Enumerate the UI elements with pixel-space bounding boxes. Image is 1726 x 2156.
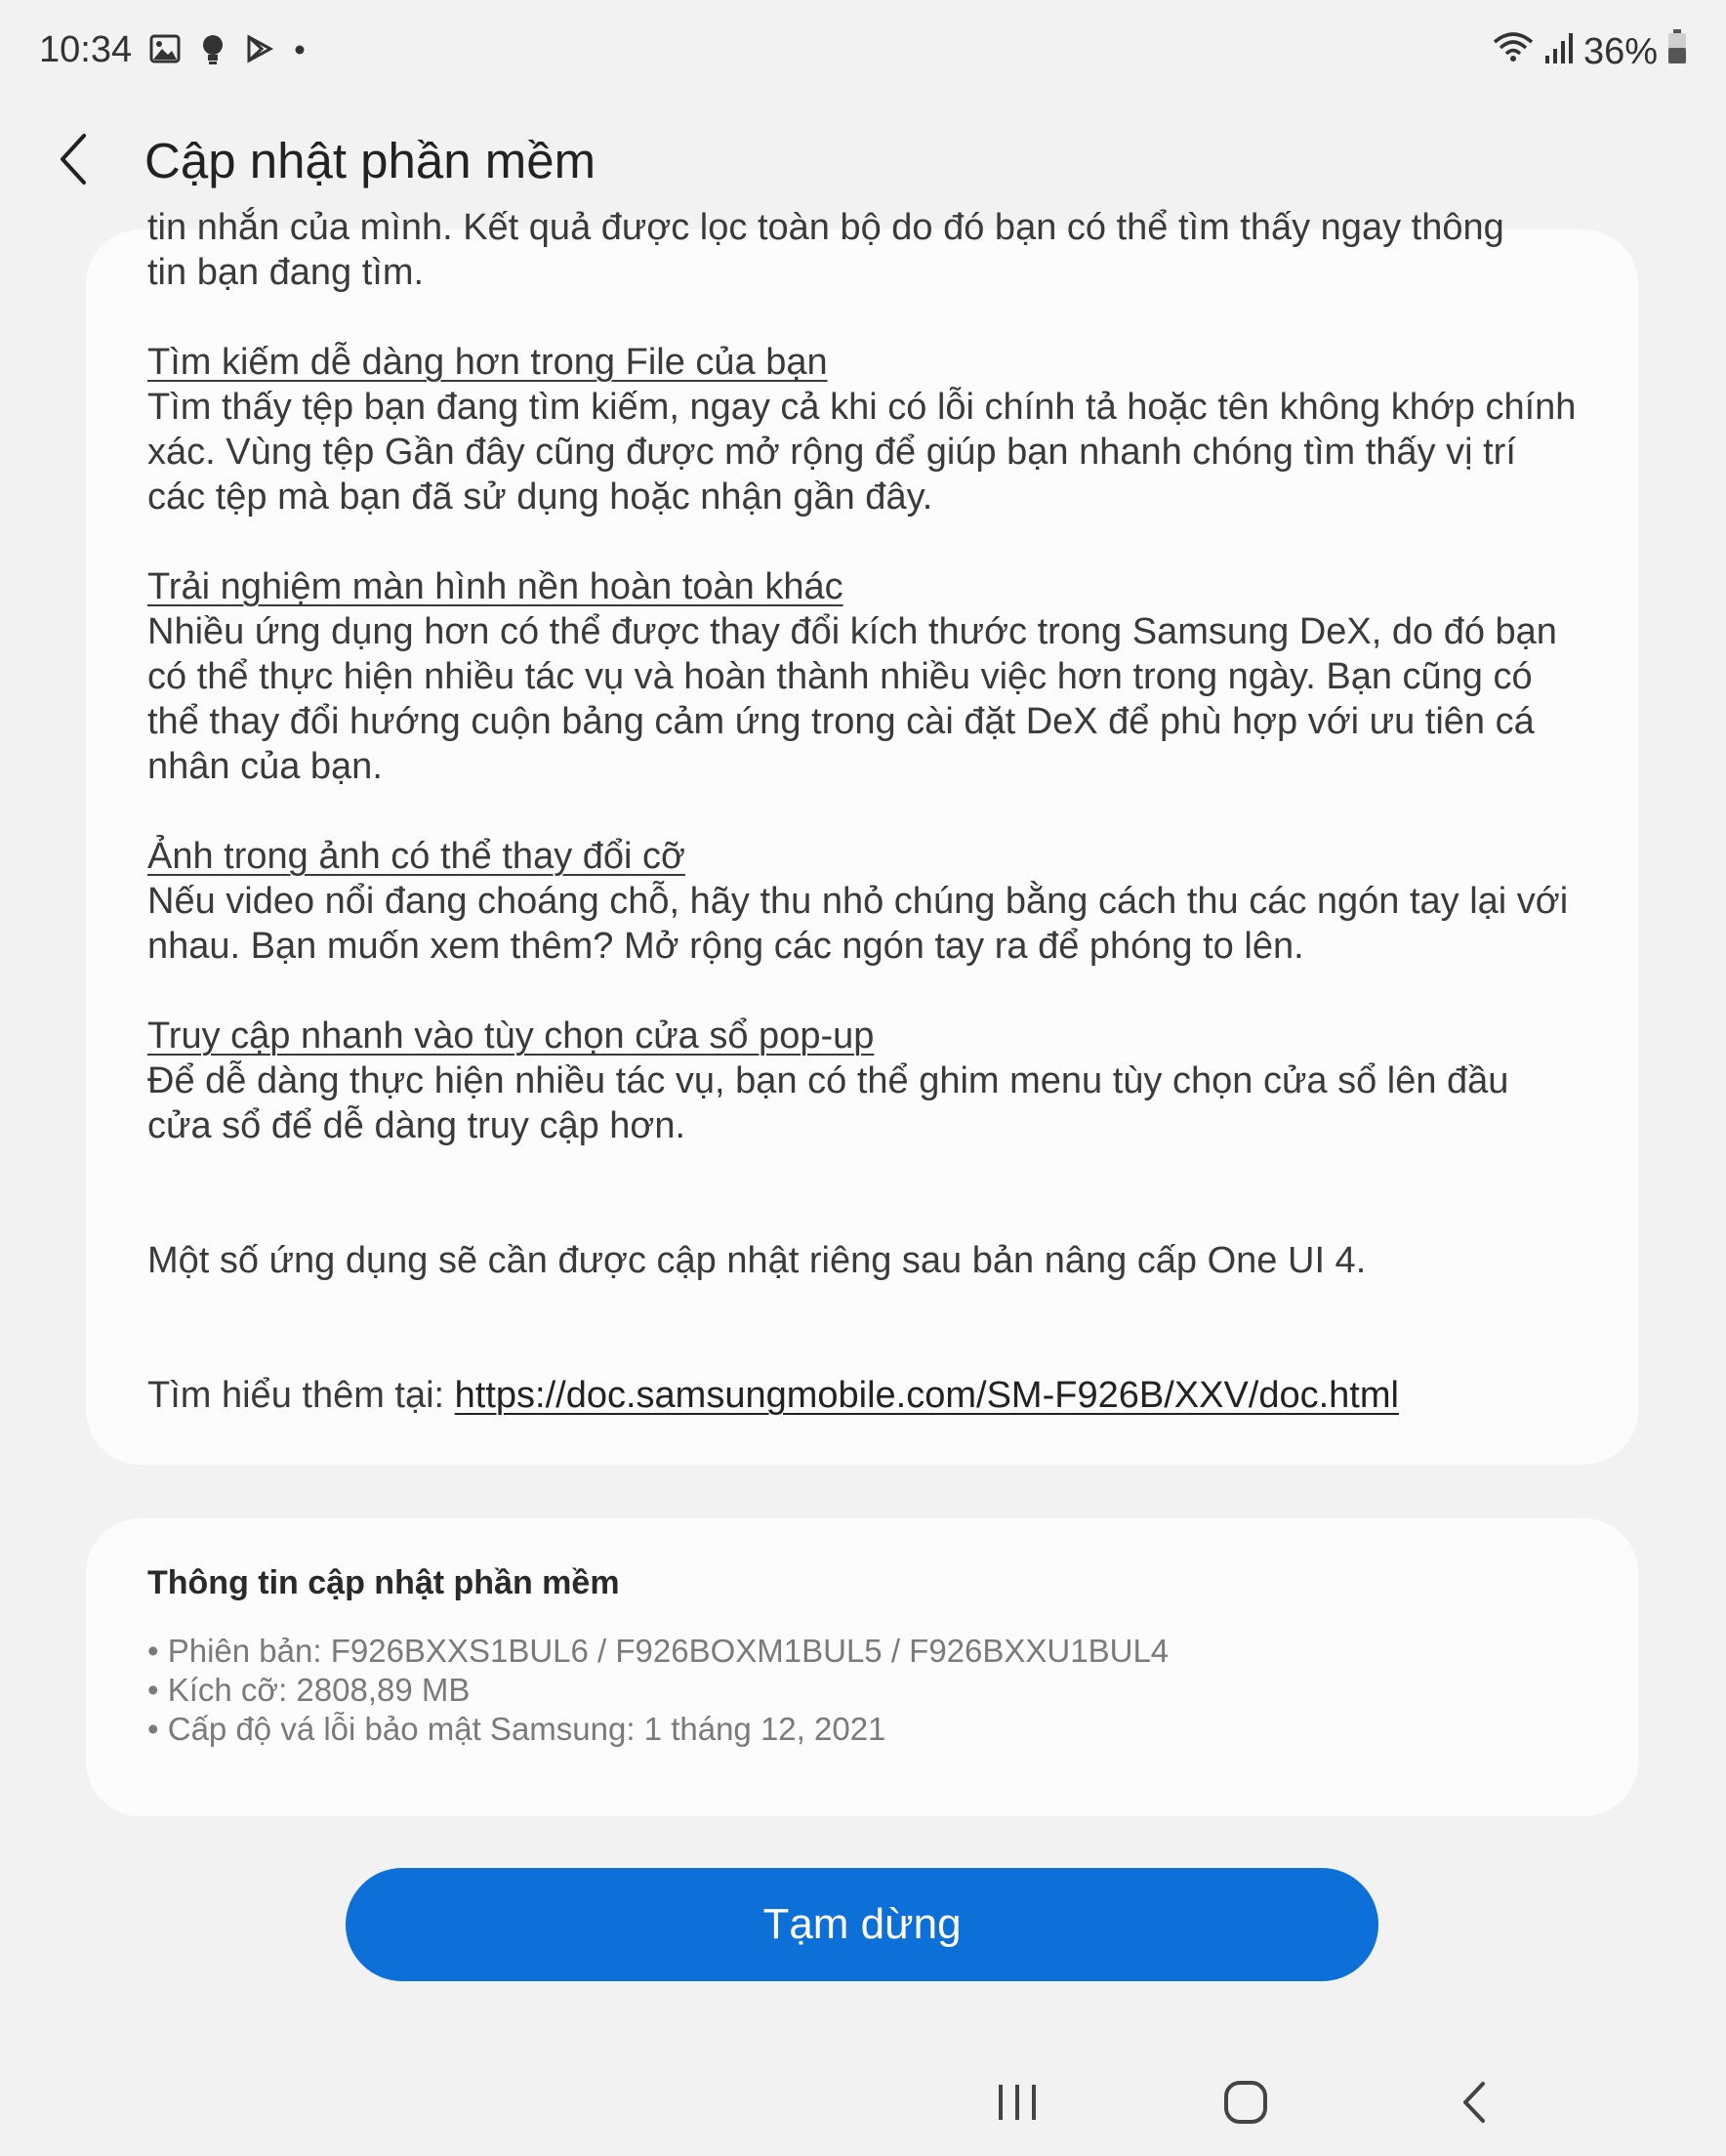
section-body-desktop: Nhiều ứng dụng hơn có thể được thay đổi kích thước trong Samsung DeX, do đó bạn có thể thực hiện nhiều tác vụ và hoàn thành nhiều việc hơn trong ngày. Bạn cũng có thể thay đổi hướng cuộn bảng cảm ứng trong cài đặt DeX để phù hợp với ưu tiên cá nhân của bạn. (147, 611, 1557, 787)
intro-tail: tin bạn đang tìm. (147, 252, 425, 293)
section-title-popup: Truy cập nhanh vào tùy chọn cửa sổ pop-up (147, 1016, 875, 1057)
security-patch-info: • Cấp độ vá lỗi bảo mật Samsung: 1 tháng 12, 2021 (147, 1710, 1169, 1749)
release-notes-card[interactable] (86, 207, 1638, 1465)
update-info-card (86, 1518, 1638, 1816)
truncated-line: tin nhắn của mình. Kết quả được lọc toàn bộ do đó bạn có thể tìm thấy ngay thông (147, 207, 1504, 248)
wifi-icon (1492, 30, 1535, 73)
pause-button[interactable]: Tạm dừng (346, 1868, 1378, 1981)
back-button[interactable] (39, 125, 107, 193)
notification-icons (149, 33, 306, 69)
gallery-icon (149, 34, 181, 68)
section-body-popup: Để dễ dàng thực hiện nhiều tác vụ, bạn có thể ghim menu tùy chọn cửa sổ lên đầu cửa sổ để dễ dàng truy cập hơn. (147, 1060, 1509, 1146)
recents-icon (996, 2082, 1039, 2123)
navigation-bar (0, 2041, 1726, 2156)
version-info: • Phiên bản: F926BXXS1BUL6 / F926BOXM1BUL5 / F926BXXU1BUL4 (147, 1632, 1169, 1671)
signal-icon (1544, 31, 1574, 73)
status-right (1492, 29, 1687, 74)
play-store-icon (245, 34, 274, 68)
nav-back-button[interactable] (1435, 2068, 1513, 2136)
update-info-list (147, 1632, 1169, 1749)
battery-icon (1667, 29, 1687, 74)
home-button[interactable] (1207, 2068, 1285, 2136)
chevron-left-icon (57, 132, 90, 187)
learn-more-label: Tìm hiểu thêm tại: (147, 1375, 455, 1416)
section-body-file-search: Tìm thấy tệp bạn đang tìm kiếm, ngay cả khi có lỗi chính tả hoặc tên không khớp chính xác. Vùng tệp Gần đây cũng được mở rộng để giúp bạn nhanh chóng tìm thấy vị trí các tệp mà bạn đã sử dụng hoặc nhận gần đây. (147, 387, 1577, 518)
section-title-file-search: Tìm kiếm dễ dàng hơn trong File của bạn (147, 342, 828, 383)
page-title: Cập nhật phần mềm (144, 133, 596, 188)
dot-icon (294, 43, 306, 61)
recents-button[interactable] (978, 2068, 1056, 2136)
status-bar (0, 0, 1726, 107)
release-notes-content (147, 205, 1578, 1418)
back-icon (1460, 2080, 1488, 2125)
learn-more-link[interactable]: https://doc.samsungmobile.com/SM-F926B/XXV/doc.html (454, 1375, 1399, 1416)
app-update-note: Một số ứng dụng sẽ cần được cập nhật riêng sau bản nâng cấp One UI 4. (147, 1240, 1367, 1281)
size-info: • Kích cỡ: 2808,89 MB (147, 1671, 1169, 1710)
status-time: 10:34 (39, 29, 133, 70)
update-info-title: Thông tin cập nhật phần mềm (147, 1564, 620, 1601)
app-header (0, 107, 1726, 215)
section-body-pip: Nếu video nổi đang choáng chỗ, hãy thu nhỏ chúng bằng cách thu các ngón tay lại với nhau. Bạn muốn xem thêm? Mở rộng các ngón tay ra để phóng to lên. (147, 881, 1569, 967)
learn-more-line (147, 1373, 1578, 1418)
home-icon (1223, 2080, 1268, 2125)
section-title-pip: Ảnh trong ảnh có thể thay đổi cỡ (147, 836, 685, 877)
battery-text: 36% (1582, 30, 1658, 72)
bulb-icon (200, 33, 226, 69)
section-title-desktop: Trải nghiệm màn hình nền hoàn toàn khác (147, 566, 843, 607)
